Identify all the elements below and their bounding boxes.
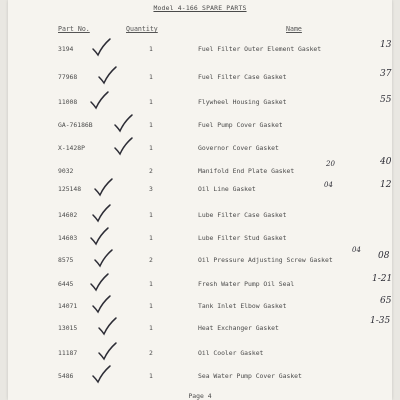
part-name: Oil Cooler Gasket <box>198 349 264 357</box>
part-name: Lube Filter Stud Gasket <box>198 234 287 242</box>
part-number: 8575 <box>58 256 74 264</box>
part-name: Tank Inlet Elbow Gasket <box>198 302 287 310</box>
list-item <box>8 372 392 388</box>
checkmark-icon <box>90 294 112 314</box>
list-item <box>8 274 393 296</box>
part-quantity: 1 <box>149 211 153 219</box>
checkmark-icon <box>90 37 112 57</box>
part-quantity: 1 <box>149 45 153 53</box>
handwritten-inline-note: 04 <box>352 246 361 254</box>
part-name: Fuel Filter Outer Element Gasket <box>198 45 322 53</box>
part-number: 14602 <box>58 211 78 219</box>
list-item <box>8 95 392 114</box>
part-name: Heat Exchanger Gasket <box>198 324 279 332</box>
list-item <box>8 144 392 160</box>
handwritten-note: 13 <box>380 40 392 50</box>
list-item <box>8 211 392 227</box>
list-item <box>8 157 392 183</box>
handwritten-note: 1-21 <box>372 274 393 284</box>
part-name: Fuel Pump Cover Gasket <box>198 121 283 129</box>
part-quantity: 1 <box>149 73 153 81</box>
part-name: Manifold End Plate Gasket <box>198 167 295 175</box>
list-item <box>8 180 392 201</box>
checkmark-icon <box>88 226 110 246</box>
part-quantity: 1 <box>149 234 153 242</box>
part-quantity: 1 <box>149 302 153 310</box>
part-number: 77968 <box>58 73 78 81</box>
part-number: 14071 <box>58 302 78 310</box>
checkmark-icon <box>96 65 118 85</box>
checkmark-icon <box>92 248 114 268</box>
part-quantity: 1 <box>149 372 153 380</box>
handwritten-note: 40 <box>380 157 392 167</box>
list-item <box>8 40 392 61</box>
list-item <box>8 234 392 250</box>
part-number: 9032 <box>58 167 74 175</box>
handwritten-note: 37 <box>380 69 392 79</box>
checkmark-icon <box>90 203 112 223</box>
part-name: Oil Pressure Adjusting Screw Gasket <box>198 256 333 264</box>
part-number: GA-76186B <box>58 121 93 129</box>
list-item <box>8 349 392 365</box>
checkmark-icon <box>88 272 110 292</box>
checkmark-icon <box>88 90 110 110</box>
handwritten-note: 08 <box>378 251 390 261</box>
part-name: Fresh Water Pump Oil Seal <box>198 280 295 288</box>
part-quantity: 1 <box>149 324 153 332</box>
part-number: 6445 <box>58 280 74 288</box>
part-quantity: 2 <box>149 256 153 264</box>
list-item <box>8 316 392 340</box>
part-quantity: 1 <box>149 98 153 106</box>
part-name: Flywheel Housing Gasket <box>198 98 287 106</box>
part-number: 11187 <box>58 349 78 357</box>
handwritten-note: 65 <box>380 296 392 306</box>
part-name: Sea Water Pump Cover Gasket <box>198 372 302 380</box>
list-item <box>8 69 392 89</box>
handwritten-note: 1-35 <box>370 316 391 326</box>
checkmark-icon <box>96 316 118 336</box>
part-quantity: 1 <box>149 121 153 129</box>
checkmark-icon <box>96 341 118 361</box>
document-page <box>8 0 392 400</box>
part-name: Oil Line Gasket <box>198 185 256 193</box>
part-number: 5486 <box>58 372 74 380</box>
part-number: 11008 <box>58 98 78 106</box>
checkmark-icon <box>112 113 134 133</box>
list-item <box>8 246 392 272</box>
part-name: Lube Filter Case Gasket <box>198 211 287 219</box>
checkmark-icon <box>92 177 114 197</box>
part-quantity: 2 <box>149 349 153 357</box>
part-number: 3194 <box>58 45 74 53</box>
header-name: Name <box>286 25 302 33</box>
checkmark-icon <box>112 136 134 156</box>
part-quantity: 2 <box>149 167 153 175</box>
part-number: 14603 <box>58 234 78 242</box>
part-quantity: 1 <box>149 280 153 288</box>
handwritten-inline-note: 20 <box>326 160 335 168</box>
checkmark-icon <box>90 364 112 384</box>
list-item <box>8 121 392 137</box>
page-title: Model 4-166 SPARE PARTS <box>153 4 247 12</box>
handwritten-note: 55 <box>380 95 392 105</box>
list-item <box>8 296 392 318</box>
part-name: Governor Cover Gasket <box>198 144 279 152</box>
part-number: 125148 <box>58 185 82 193</box>
part-name: Fuel Filter Case Gasket <box>198 73 287 81</box>
part-number: 13015 <box>58 324 78 332</box>
part-quantity: 3 <box>149 185 153 193</box>
header-part-no: Part No. <box>58 25 90 33</box>
part-number: X-1428P <box>58 144 85 152</box>
header-quantity: Quantity <box>126 25 158 33</box>
handwritten-inline-note: 04 <box>324 181 333 189</box>
page-number: Page 4 <box>188 392 212 400</box>
part-quantity: 1 <box>149 144 153 152</box>
handwritten-note: 12 <box>380 180 392 190</box>
